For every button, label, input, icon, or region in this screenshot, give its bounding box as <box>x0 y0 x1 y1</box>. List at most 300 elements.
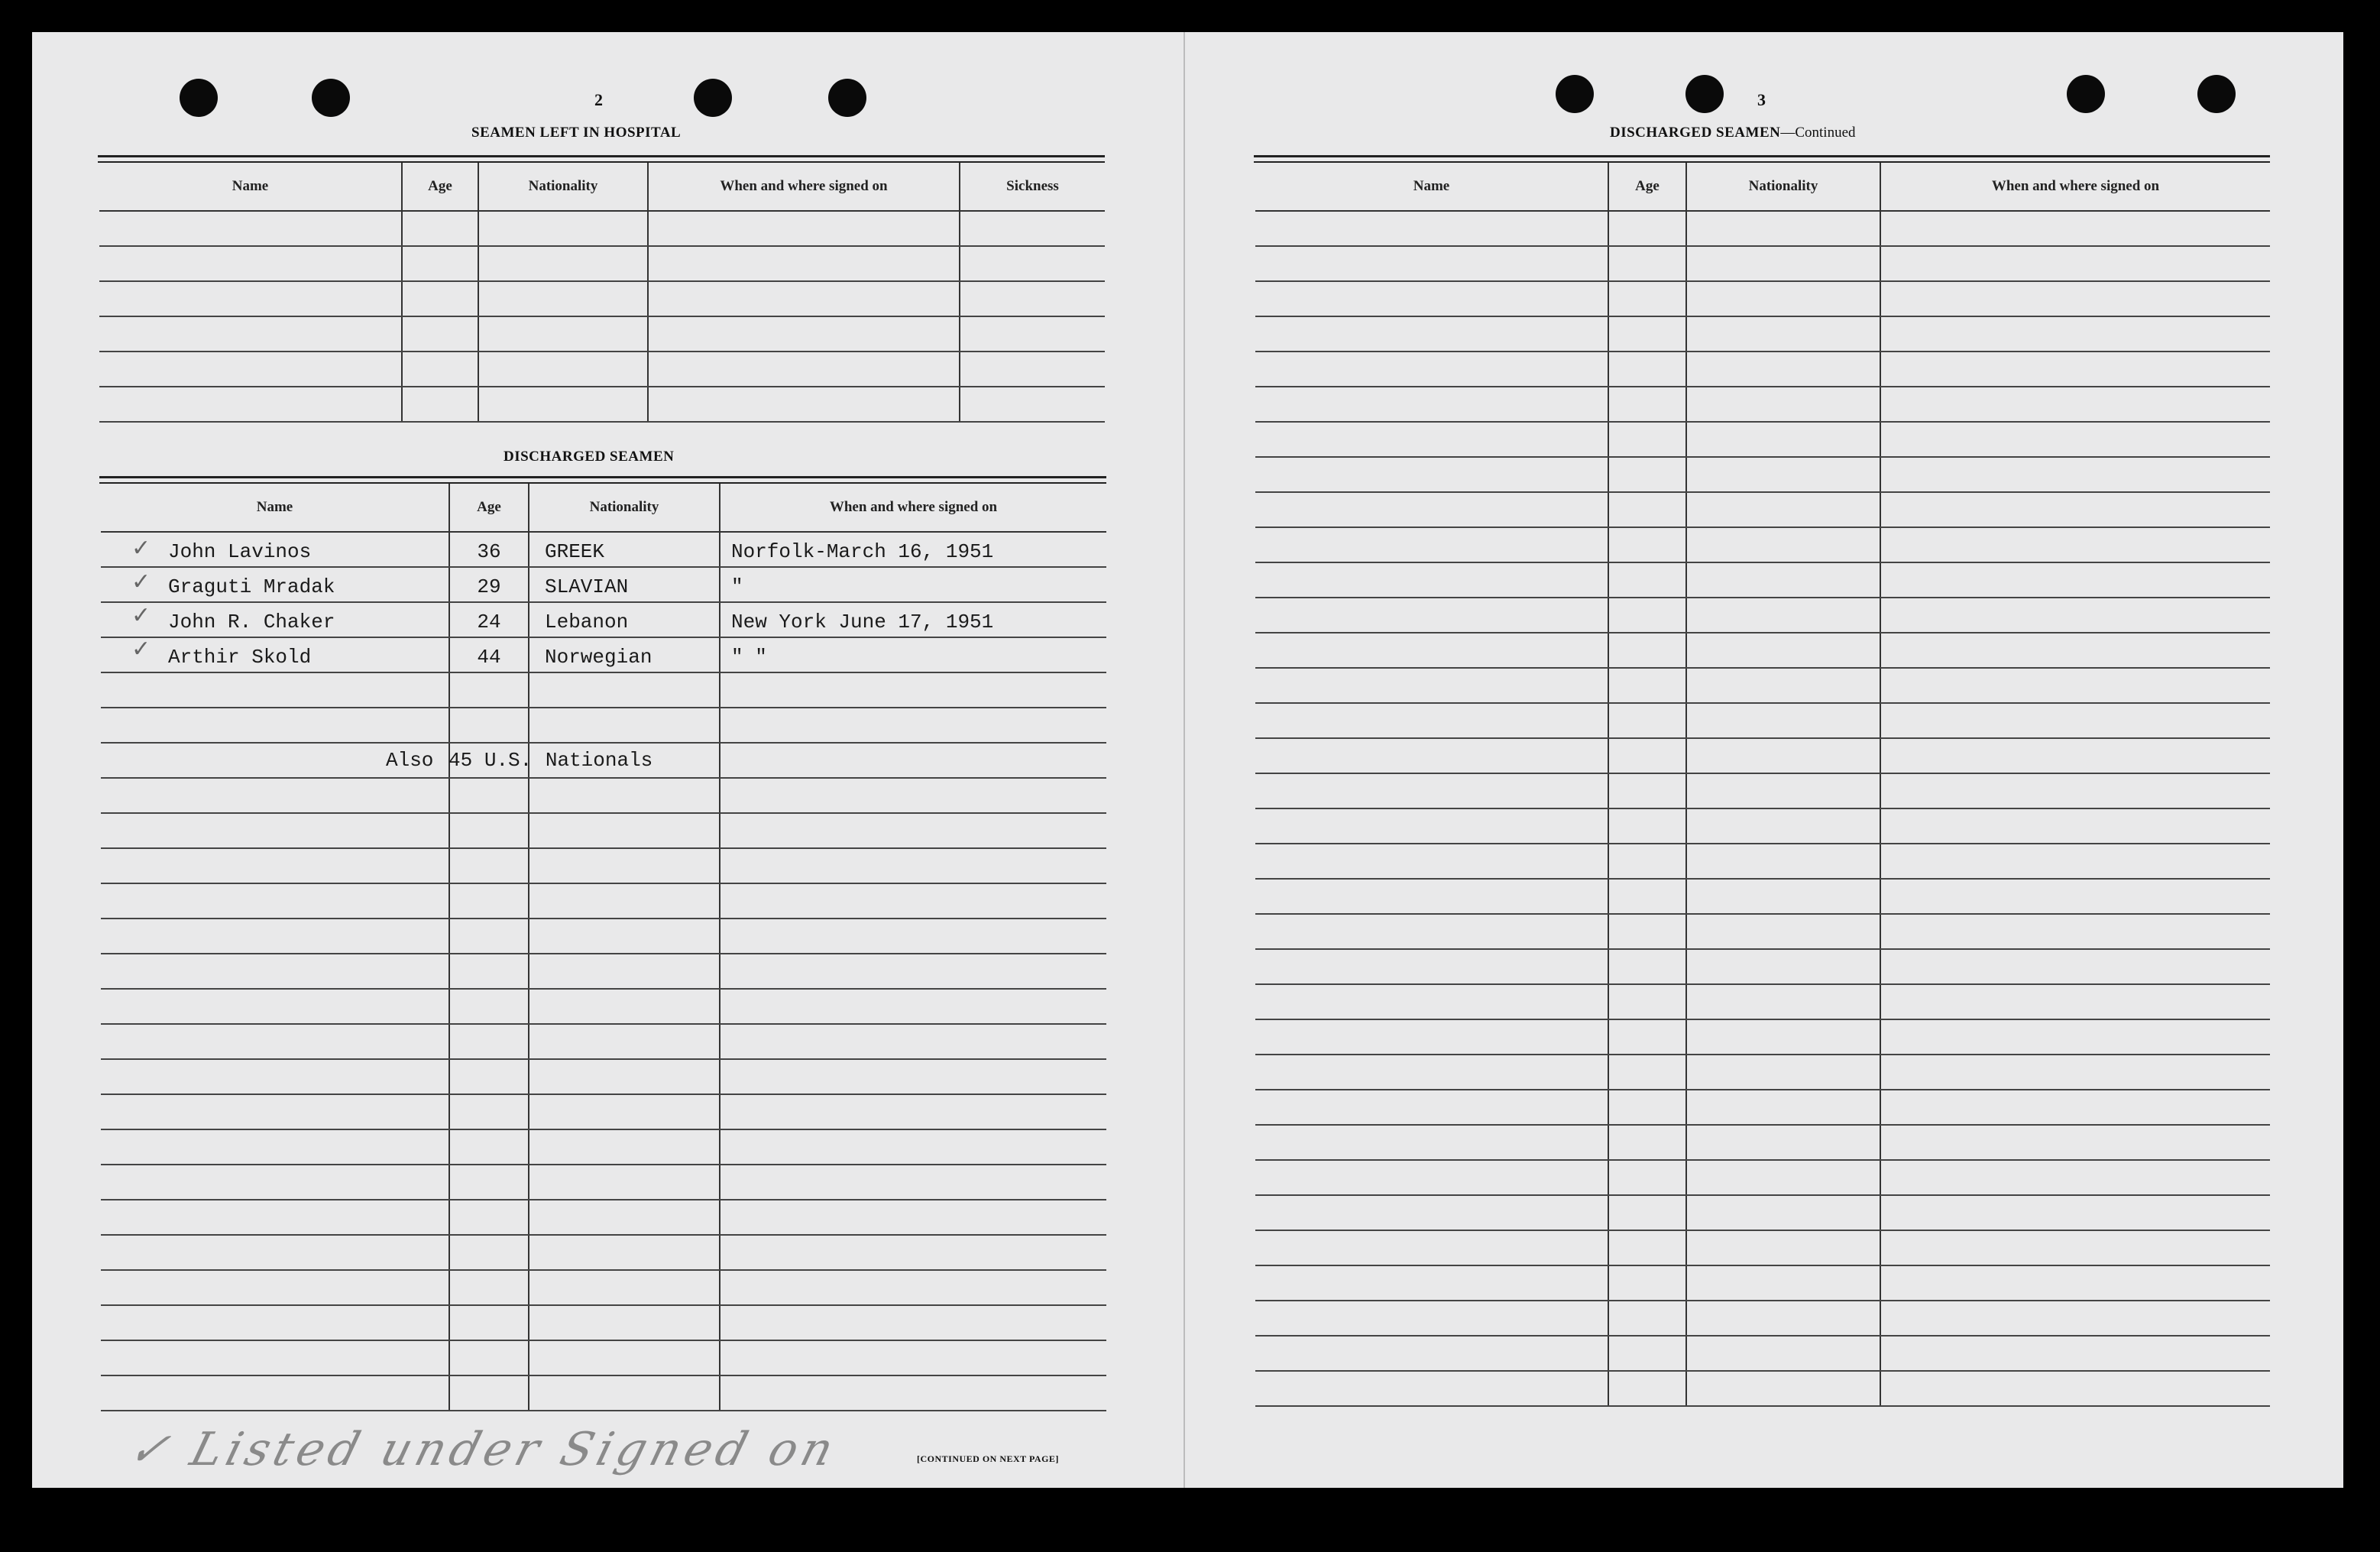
table-cell <box>1686 527 1880 562</box>
column-header: Sickness <box>960 163 1105 211</box>
table-cell <box>449 1165 529 1200</box>
table-cell <box>1686 1230 1880 1265</box>
table-cell <box>101 848 449 883</box>
table-cell <box>1880 352 2270 387</box>
title-main: DISCHARGED SEAMEN <box>1610 125 1781 141</box>
column-header: Age <box>449 484 529 532</box>
table-cell <box>99 316 402 352</box>
table-cell <box>1608 316 1686 352</box>
table-cell <box>101 1059 449 1094</box>
table-cell <box>648 246 960 281</box>
table-cell <box>1608 1019 1686 1055</box>
table-cell <box>1686 668 1880 703</box>
table-cell <box>402 211 478 246</box>
table-row <box>1255 352 2270 387</box>
table-cell <box>1608 246 1686 281</box>
table-row <box>101 1129 1106 1165</box>
entry-name: Graguti Mradak <box>168 575 335 598</box>
table-row <box>1255 281 2270 316</box>
table-cell <box>720 1165 1106 1200</box>
table-cell <box>1880 1230 2270 1265</box>
table-cell <box>1686 633 1880 668</box>
table-cell <box>1686 949 1880 984</box>
table-cell <box>960 246 1105 281</box>
table-cell <box>1686 598 1880 633</box>
table-cell <box>1686 1195 1880 1230</box>
table-cell <box>1255 1336 1608 1371</box>
table-cell <box>1686 281 1880 316</box>
table-cell <box>1880 387 2270 422</box>
table-cell <box>720 1129 1106 1165</box>
table-cell <box>1686 211 1880 246</box>
table-cell <box>449 672 529 708</box>
table-row <box>1255 562 2270 598</box>
table-cell <box>449 1129 529 1165</box>
table-row <box>1255 457 2270 492</box>
table-cell <box>449 532 529 567</box>
table-cell <box>960 211 1105 246</box>
table-cell <box>1255 668 1608 703</box>
hospital-table <box>99 163 1105 423</box>
table-row <box>1255 703 2270 738</box>
table-cell <box>529 919 720 954</box>
table-cell <box>529 1094 720 1129</box>
table-row <box>1255 879 2270 914</box>
table-cell <box>449 1340 529 1375</box>
table-cell <box>1608 773 1686 808</box>
column-header: When and where signed on <box>1880 163 2270 211</box>
table-cell <box>1686 738 1880 773</box>
table-cell <box>1686 562 1880 598</box>
table-cell <box>449 1200 529 1235</box>
table-header-row <box>99 163 1105 211</box>
table-cell <box>1255 844 1608 879</box>
double-rule <box>1254 155 2270 157</box>
punch-hole <box>828 79 866 117</box>
table-cell <box>101 919 449 954</box>
title-suffix: —Continued <box>1780 125 1856 141</box>
table-cell <box>1608 949 1686 984</box>
table-cell <box>449 778 529 813</box>
table-cell <box>1686 1019 1880 1055</box>
column-header: Name <box>101 484 449 532</box>
table-row <box>1255 1265 2270 1301</box>
table-cell <box>449 1305 529 1340</box>
column-header: Nationality <box>1686 163 1880 211</box>
table-cell <box>529 1235 720 1270</box>
table-cell <box>478 246 648 281</box>
table-cell <box>1880 1265 2270 1301</box>
table-cell <box>1608 808 1686 844</box>
table-cell <box>1255 808 1608 844</box>
table-cell <box>1255 492 1608 527</box>
table-cell <box>529 1375 720 1411</box>
table-cell <box>720 1059 1106 1094</box>
table-cell <box>529 1305 720 1340</box>
table-row <box>101 1094 1106 1129</box>
table-row <box>99 387 1105 422</box>
table-cell <box>648 316 960 352</box>
table-cell <box>1880 1055 2270 1090</box>
table-cell <box>1608 703 1686 738</box>
table-cell <box>1608 1160 1686 1195</box>
table-cell <box>1880 773 2270 808</box>
table-cell <box>1608 914 1686 949</box>
table-cell <box>529 532 720 567</box>
page-gutter <box>1184 32 1185 1488</box>
table-cell <box>720 1094 1106 1129</box>
table-cell <box>720 1024 1106 1059</box>
entry-signed-on: " " <box>731 646 767 669</box>
table-cell <box>1686 808 1880 844</box>
table-row <box>101 1305 1106 1340</box>
table-cell <box>1686 773 1880 808</box>
table-cell <box>1880 1090 2270 1125</box>
punch-hole <box>694 79 732 117</box>
right-table-title <box>1610 125 1856 141</box>
table-cell <box>1608 211 1686 246</box>
table-row <box>1255 738 2270 773</box>
table-cell <box>529 672 720 708</box>
table-cell <box>1880 1019 2270 1055</box>
table-cell <box>402 246 478 281</box>
table-cell <box>1255 387 1608 422</box>
table-row <box>101 567 1106 602</box>
table-cell <box>1255 984 1608 1019</box>
table-cell <box>99 281 402 316</box>
entry-age: 36 <box>477 540 501 563</box>
table-cell <box>99 211 402 246</box>
table-cell <box>1880 1371 2270 1406</box>
table-cell <box>529 637 720 672</box>
table-cell <box>449 954 529 989</box>
table-cell <box>529 1024 720 1059</box>
table-row <box>1255 1125 2270 1160</box>
table-cell <box>1880 598 2270 633</box>
punch-hole <box>312 79 350 117</box>
table-row <box>1255 949 2270 984</box>
table-cell <box>1608 633 1686 668</box>
table-cell <box>1880 1160 2270 1195</box>
column-header: When and where signed on <box>720 484 1106 532</box>
table-cell <box>1255 1055 1608 1090</box>
column-header: Nationality <box>529 484 720 532</box>
table-cell <box>529 1059 720 1094</box>
table-cell <box>1880 738 2270 773</box>
table-cell <box>720 989 1106 1024</box>
table-cell <box>1686 879 1880 914</box>
table-row <box>99 211 1105 246</box>
table-row <box>99 246 1105 281</box>
table-cell <box>720 883 1106 919</box>
table-cell <box>1608 527 1686 562</box>
table-cell <box>529 602 720 637</box>
table-cell <box>1608 1055 1686 1090</box>
table-cell <box>101 1200 449 1235</box>
entry-nationality: GREEK <box>545 540 605 563</box>
table-row <box>101 1235 1106 1270</box>
table-row <box>101 1375 1106 1411</box>
discharged-table <box>101 484 1106 1411</box>
table-row <box>1255 1371 2270 1406</box>
table-cell <box>1255 633 1608 668</box>
table-cell <box>101 1024 449 1059</box>
table-cell <box>1880 527 2270 562</box>
table-row <box>99 316 1105 352</box>
table-cell <box>101 567 449 602</box>
table-cell <box>1255 1160 1608 1195</box>
entry-name: John R. Chaker <box>168 611 335 633</box>
table-cell <box>1686 984 1880 1019</box>
table-cell <box>1608 1265 1686 1301</box>
entry-age: 44 <box>477 646 501 669</box>
table-cell <box>1608 668 1686 703</box>
table-cell <box>1608 1371 1686 1406</box>
double-rule <box>99 476 1106 478</box>
table-cell <box>1880 246 2270 281</box>
table-row <box>1255 1336 2270 1371</box>
table-cell <box>449 602 529 637</box>
table-cell <box>529 1340 720 1375</box>
table-cell <box>1608 457 1686 492</box>
table-cell <box>402 281 478 316</box>
table-row <box>1255 1195 2270 1230</box>
table-cell <box>720 954 1106 989</box>
table-cell <box>648 352 960 387</box>
table-cell <box>1608 1301 1686 1336</box>
table-cell <box>1608 1230 1686 1265</box>
table-cell <box>648 281 960 316</box>
table-cell <box>529 813 720 848</box>
table-cell <box>101 813 449 848</box>
table-row <box>1255 1019 2270 1055</box>
table-row <box>1255 633 2270 668</box>
table-cell <box>101 883 449 919</box>
check-mark-icon: ✓ <box>131 535 151 562</box>
table-row <box>1255 598 2270 633</box>
table-cell <box>1255 1019 1608 1055</box>
table-cell <box>1255 1125 1608 1160</box>
table-cell <box>1255 1230 1608 1265</box>
table-cell <box>1686 1160 1880 1195</box>
table-cell <box>1686 1371 1880 1406</box>
table-cell <box>449 637 529 672</box>
table-cell <box>1608 738 1686 773</box>
table-cell <box>1608 598 1686 633</box>
table-cell <box>1686 246 1880 281</box>
page-number-right: 3 <box>1757 90 1766 109</box>
table-cell <box>1255 211 1608 246</box>
table-row <box>1255 1160 2270 1195</box>
table-cell <box>1255 422 1608 457</box>
table-cell <box>1686 1301 1880 1336</box>
table-row <box>101 672 1106 708</box>
table-cell <box>960 387 1105 422</box>
table-row <box>1255 422 2270 457</box>
table-cell <box>1608 422 1686 457</box>
us-nationals-note <box>386 749 652 772</box>
entry-signed-on: New York June 17, 1951 <box>731 611 994 633</box>
table-row <box>101 532 1106 567</box>
table-cell <box>1255 457 1608 492</box>
table-cell <box>960 281 1105 316</box>
table-row <box>1255 246 2270 281</box>
table-cell <box>1255 562 1608 598</box>
entry-name: John Lavinos <box>168 540 312 563</box>
table-cell <box>1255 352 1608 387</box>
column-header: Name <box>99 163 402 211</box>
table-cell <box>529 954 720 989</box>
note-nationals: Nationals <box>545 749 653 772</box>
table-cell <box>1686 844 1880 879</box>
table-cell <box>99 246 402 281</box>
table-cell <box>1880 1301 2270 1336</box>
table-row <box>1255 387 2270 422</box>
table-cell <box>720 848 1106 883</box>
table-cell <box>402 352 478 387</box>
table-row <box>1255 527 2270 562</box>
table-cell <box>101 1165 449 1200</box>
table-cell <box>1880 914 2270 949</box>
column-header: Nationality <box>478 163 648 211</box>
table-row <box>101 1200 1106 1235</box>
column-header: When and where signed on <box>648 163 960 211</box>
table-cell <box>1880 879 2270 914</box>
table-row <box>101 1270 1106 1305</box>
table-row <box>101 708 1106 743</box>
table-cell <box>101 1094 449 1129</box>
table-cell <box>1608 1336 1686 1371</box>
table-cell <box>1686 316 1880 352</box>
table-cell <box>1686 1265 1880 1301</box>
entry-name: Arthir Skold <box>168 646 312 669</box>
table-cell <box>1255 703 1608 738</box>
table-cell <box>449 1024 529 1059</box>
punch-hole <box>180 79 218 117</box>
table-cell <box>101 532 449 567</box>
table-cell <box>449 708 529 743</box>
table-cell <box>1255 738 1608 773</box>
table-cell <box>1255 281 1608 316</box>
table-cell <box>1880 562 2270 598</box>
table-cell <box>449 989 529 1024</box>
entry-age: 29 <box>477 575 501 598</box>
table-cell <box>720 708 1106 743</box>
table-cell <box>99 352 402 387</box>
note-prefix: Also <box>386 749 434 772</box>
table-cell <box>1255 1195 1608 1230</box>
table-cell <box>1255 949 1608 984</box>
table-header-row <box>1255 163 2270 211</box>
discharged-table-title: DISCHARGED SEAMEN <box>504 449 675 465</box>
table-cell <box>1686 914 1880 949</box>
table-cell <box>1255 773 1608 808</box>
table-cell <box>449 813 529 848</box>
table-cell <box>720 778 1106 813</box>
table-row <box>1255 1301 2270 1336</box>
table-row <box>1255 1230 2270 1265</box>
table-cell <box>478 281 648 316</box>
table-row <box>1255 1090 2270 1125</box>
table-cell <box>101 672 449 708</box>
table-cell <box>1686 1090 1880 1125</box>
table-cell <box>529 778 720 813</box>
table-cell <box>1880 316 2270 352</box>
table-cell <box>1608 844 1686 879</box>
table-cell <box>449 1270 529 1305</box>
table-cell <box>1880 1336 2270 1371</box>
table-cell <box>101 1235 449 1270</box>
table-cell <box>449 567 529 602</box>
table-cell <box>1880 492 2270 527</box>
table-cell <box>529 1200 720 1235</box>
table-cell <box>1255 598 1608 633</box>
table-cell <box>1686 352 1880 387</box>
table-cell <box>1880 808 2270 844</box>
table-row <box>101 1165 1106 1200</box>
table-cell <box>1608 1195 1686 1230</box>
table-cell <box>402 316 478 352</box>
table-cell <box>720 602 1106 637</box>
table-cell <box>529 848 720 883</box>
page-number-left: 2 <box>594 90 603 109</box>
table-cell <box>1686 703 1880 738</box>
table-cell <box>529 1165 720 1200</box>
table-cell <box>1686 492 1880 527</box>
column-header: Age <box>1608 163 1686 211</box>
table-row <box>101 848 1106 883</box>
table-row <box>101 1024 1106 1059</box>
table-row <box>99 281 1105 316</box>
table-row <box>101 778 1106 813</box>
entry-age: 24 <box>477 611 501 633</box>
table-row <box>1255 1055 2270 1090</box>
table-cell <box>720 1270 1106 1305</box>
table-cell <box>1608 387 1686 422</box>
table-cell <box>1880 668 2270 703</box>
entry-signed-on: Norfolk-March 16, 1951 <box>731 540 994 563</box>
column-header: Age <box>402 163 478 211</box>
table-cell <box>720 1305 1106 1340</box>
table-cell <box>1880 211 2270 246</box>
table-cell <box>1880 281 2270 316</box>
table-cell <box>1880 1195 2270 1230</box>
table-row <box>101 954 1106 989</box>
entry-nationality: Lebanon <box>545 611 629 633</box>
table-cell <box>101 989 449 1024</box>
table-cell <box>529 883 720 919</box>
table-cell <box>720 637 1106 672</box>
table-cell <box>101 602 449 637</box>
table-row <box>1255 492 2270 527</box>
table-cell <box>1255 316 1608 352</box>
table-cell <box>1255 1301 1608 1336</box>
table-row <box>101 1340 1106 1375</box>
entry-signed-on: " <box>731 575 743 598</box>
table-cell <box>1608 562 1686 598</box>
check-mark-icon: ✓ <box>131 602 151 629</box>
table-cell <box>529 989 720 1024</box>
table-cell <box>960 352 1105 387</box>
note-count: 45 U.S. <box>448 749 533 772</box>
table-cell <box>1686 1055 1880 1090</box>
table-cell <box>478 387 648 422</box>
table-cell <box>101 1340 449 1375</box>
table-cell <box>1686 387 1880 422</box>
table-cell <box>449 1375 529 1411</box>
table-cell <box>1608 1090 1686 1125</box>
table-row <box>1255 844 2270 879</box>
